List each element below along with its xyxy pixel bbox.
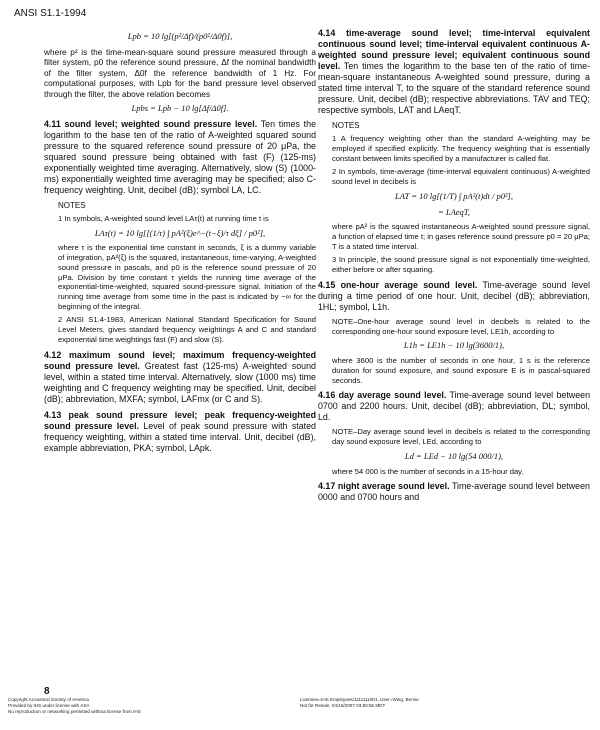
note-2: 2 In symbols, time-average (time-interval equivalent continuous) A-weighted sound level in decibels is — [332, 167, 590, 187]
footer-line: Copyright Acoustical Society of America — [8, 697, 89, 702]
section-4-14 — [318, 28, 590, 116]
note-2: 2 ANSI S1.4-1983, American National Standard Specification for Sound Level Meters, gives standard frequency weightings A and C and standard exponential time weightings fast (F) and slow (S). — [58, 315, 316, 344]
section-4-13 — [44, 410, 316, 454]
equation-day: Ld = LEd − 10 lg(54 000/1), — [404, 450, 504, 461]
equation-time-average-equiv: = LAeqT, — [437, 206, 471, 217]
section-4-17-title: 4.17 night average sound level. — [318, 481, 450, 492]
note-3: 3 In principle, the sound pressure signal is not exponentially time-weighted, either before or after squaring. — [332, 255, 590, 275]
section-4-15-title: 4.15 one-hour average sound level. — [318, 279, 478, 290]
section-4-12-title: 4.12 maximum sound level; maximum frequency-weighted sound pressure level. — [44, 349, 316, 371]
equation-band-spectrum: Lpbs = Lpb − 10 lg[Δf/Δ0f]. — [131, 102, 229, 113]
section-4-11-body: Ten times the logarithm to the base ten of the ratio of A-weighted squared sound pressure to the squared reference sound pressure of 20 μPa, the squared sound pressure being obtained with fast (F) (125-ms) exponentially weighted time averaging. Alternatively, slow (S) (1000-ms) exponentially weighted time averaging may be specified; also C-frequency weighting. Unit, decibel (dB); symbol LA, LC. — [44, 118, 317, 195]
page-number: 8 — [44, 686, 50, 697]
notes-heading: NOTES — [58, 200, 86, 210]
note-1-body: where τ is the exponential time constant in seconds, ξ is a dummy variable of integration, pA²(ξ) is the squared, instantaneous, time-varying, A-weighted sound pressure in pascals, and p0 is the reference sound pressure of 20 μPa. Division by time constant τ yields the running time average of the exponential-time-weighted, squared sound-pressure signal. Initiation of the running time average from some time in the past is indicated by −∞ for the beginning of the integral. — [58, 243, 316, 311]
equation-time-average: LAT = 10 lg[(1/T) ∫ pA²(t)dt / p0²], — [394, 190, 513, 201]
section-4-13-title: 4.13 peak sound pressure level; peak frequency-weighted sound pressure level. — [44, 409, 316, 431]
section-4-15-body: Time-average sound level during a time period of one hour. Unit, decibel (dB); abbreviation, 1HL; symbol, L1h. — [318, 279, 590, 312]
notes-heading: NOTES — [332, 121, 360, 131]
section-4-16 — [318, 390, 590, 423]
running-header: ANSI S1.1-1994 — [14, 8, 87, 19]
section-4-16-title: 4.16 day average sound level. — [318, 390, 447, 401]
footer-line: Licensee=IHS Employees/1111111001, User=Wing, Bernie — [300, 697, 419, 702]
section-4-14-body: Ten times the logarithm to the base ten of the ratio of time-mean-square instantaneous A-weighted sound pressure, during a stated time interval T, to the square of the standard reference sound pressure. Unit, decibel (dB); respective abbreviations. TAV and TEQ; respective symbols, LAT and LAeqT. — [318, 61, 590, 116]
section-4-16-body: Time-average sound level between 0700 and 2200 hours. Unit, decibel (dB); abbreviation, DL; symbol, Ld. — [318, 390, 590, 423]
section-4-17-body: Time-average sound level between 0000 and 0700 hours and — [318, 481, 590, 503]
note-4-16: NOTE–Day average sound level in decibels is related to the corresponding day sound exposure level, LEd, according to — [332, 427, 590, 447]
section-4-11 — [44, 119, 316, 196]
left-column — [44, 28, 316, 458]
license-footer — [300, 697, 419, 709]
note-2-body: where pA² is the squared instantaneous A-weighted sound pressure signal, a function of elapsed time t; in gases reference sound pressure p0 = 20 μPa; T is a stated time interval. — [332, 222, 590, 251]
right-column — [318, 28, 590, 507]
note-1: 1 In symbols, A-weighted sound level LAτ(t) at running time t is — [58, 213, 269, 223]
note-4-15: NOTE–One-hour average sound level in decibels is related to the corresponding one-hour sound exposure level, LE1h, according to — [332, 317, 590, 336]
section-4-12 — [44, 350, 316, 405]
equation-one-hour: L1h = LE1h − 10 lg(3600/1), — [403, 340, 505, 351]
section-4-15 — [318, 280, 590, 313]
section-4-13-body: Level of peak sound pressure with stated frequency weighting, within a stated time interval. Unit, decibel (dB), example abbreviation, PKA; symbol, LApk. — [44, 420, 316, 453]
footer-line: Not for Resale, 04/18/2007 03:50:56 MDT — [300, 703, 386, 709]
footer-line: Provided by IHS under license with ASA — [8, 703, 90, 709]
note-4-16-body: where 54 000 is the number of seconds in a 15-hour day. — [332, 466, 524, 476]
note-1: 1 A frequency weighting other than the standard A-weighting may be employed if specified explicitly. The frequency weighting that is essentially constant between limits specified by a manufacturer is called flat. — [332, 134, 590, 163]
section-4-14-title: 4.14 time-average sound level; time-interval equivalent continuous sound level; time-interval equivalent continuous A-weighted sound pressure level; equivalent continuous sound level. — [318, 28, 590, 72]
copyright-footer — [8, 697, 141, 716]
note-4-15-body: where 3600 is the number of seconds in one hour, 1 s is the reference duration for sound exposure, and sound exposure E is in pascal-squared seconds. — [332, 356, 590, 385]
section-4-12-body: Greatest fast (125-ms) A-weighted sound level, within a stated time interval. Alternatively, slow (1000 ms) time weighting and C frequency weighting may be specified. Unit, decibel (dB); abbreviation, MXFA; symbol, LAFmx (or C and S). — [44, 360, 316, 404]
section-4-17 — [318, 481, 590, 503]
footer-line: No reproduction or networking permitted without license from IHS — [8, 709, 141, 715]
equation-band-level: Lpb = 10 lg[(p²/Δf)/(p0²/Δ0f)], — [127, 31, 233, 41]
equation-sound-level: LAτ(t) = 10 lg[[(1/τ) ∫ pA²(ξ)e^−(t−ξ)/τ dξ] / p0²], — [94, 227, 266, 238]
paragraph-band-level: where p² is the time-mean-square sound pressure measured through a filter system, p0 the reference sound pressure, Δf the nominal bandwidth of the filter system, Δ0f the reference bandwidth of 1 Hz. For computational purposes, with Lpb for the band pressure level observed through the filter, the above relation becomes — [44, 46, 316, 99]
section-4-11-title: 4.11 sound level; weighted sound pressure level. — [44, 118, 258, 129]
